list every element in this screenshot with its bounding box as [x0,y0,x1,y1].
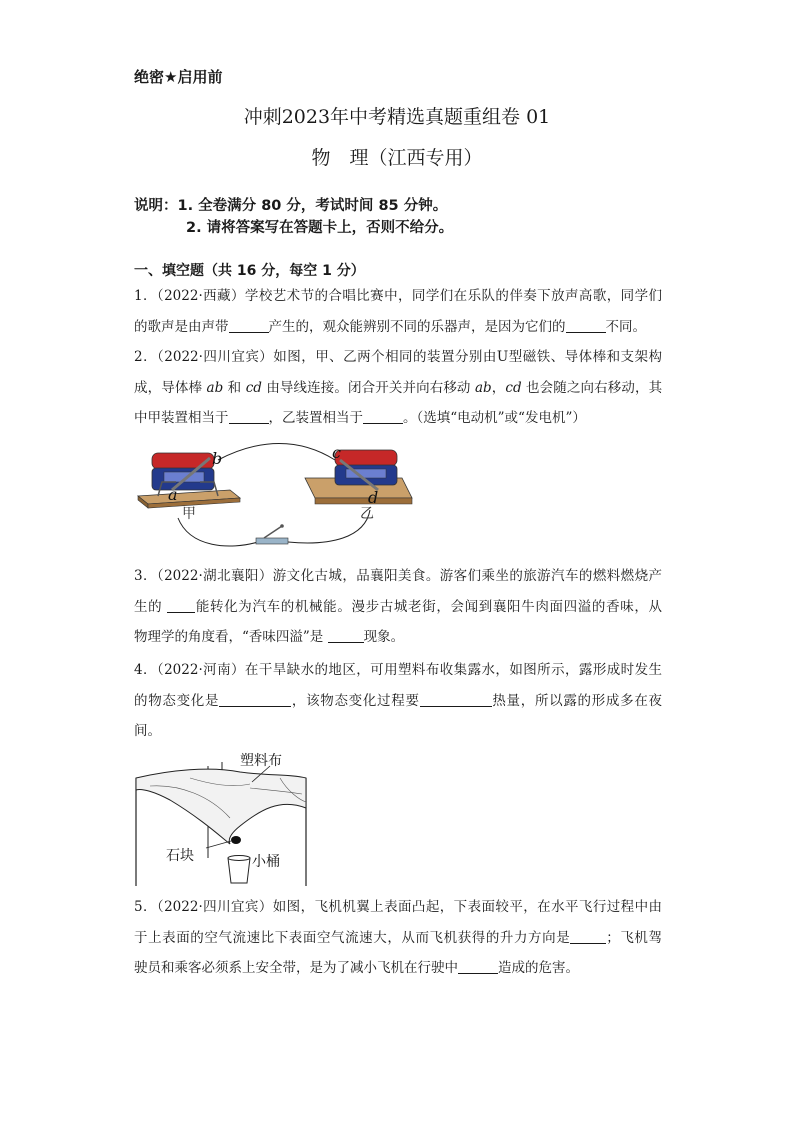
device-left [138,449,240,522]
answer-blank[interactable] [328,628,364,643]
question-4 [134,655,662,747]
answer-blank[interactable] [458,959,498,974]
label-a: a [168,485,178,504]
question-3-line-2: 生的 能转化为汽车的机械能。漫步古城老街，会闻到襄阳牛肉面四溢的香味，从 [134,598,663,615]
stone [231,836,241,844]
question-3-line-3: 物理学的角度看，“香味四溢”是 现象。 [134,629,405,645]
question-5-line-3: 驶员和乘客必须系上安全带，是为了减小飞机在行驶中 造成的危害。 [134,960,579,976]
answer-blank[interactable] [229,409,269,424]
answer-blank[interactable] [167,598,195,613]
plastic-sheet-label: 塑料布 [240,753,282,769]
switch-icon [256,524,288,544]
exam-title: 冲刺2023年中考精选真题重组卷 01 [243,106,551,128]
question-2-line-2: 成，导体棒 ab 和 cd 由导线连接。闭合开关并向右移动 ab，cd 也会随之向右移动，其 [134,379,663,396]
question-2 [134,342,662,434]
answer-blank[interactable] [420,692,492,707]
exam-subtitle: 物 理（江西专用） [311,147,483,169]
question-5-line-1: 5．（2022·四川宜宾）如图，飞机机翼上表面凸起，下表面较平，在水平飞行过程中由 [134,899,662,915]
instruction-line-2: 2. 请将答案写在答题卡上，否则不给分。 [186,220,454,236]
wire-left [178,518,258,546]
wire-right [288,510,370,543]
question-5-line-2: 于上表面的空气流速比下表面空气流速大，从而飞机获得的升力方向是 ；飞机驾 [134,929,663,946]
instruction-line-1: 说明：1. 全卷满分 80 分，考试时间 85 分钟。 [134,198,448,214]
wire-top [218,444,335,461]
answer-blank[interactable] [219,692,291,707]
question-3-line-1: 3．（2022·湖北襄阳）游文化古城，品襄阳美食。游客们乘坐的旅游汽车的燃料燃烧产 [134,568,662,584]
question-2-line-3: 中甲装置相当于 ，乙装置相当于 。（选填“电动机”或“发电机”） [134,410,586,426]
question-3 [134,561,662,653]
section-heading-fill-blank: 一、填空题（共 16 分，每空 1 分） [134,263,365,279]
bucket-label: 小桶 [252,854,280,870]
question-1-line-2: 的歌声是由声带 产生的，观众能辨别不同的乐器声，是因为它们的 不同。 [134,318,646,335]
confidential-label: 绝密★启用前 [134,68,223,86]
label-jia: 甲 [182,506,196,522]
stone-label: 石块 [166,848,194,864]
label-yi: 乙 [360,506,374,522]
question-4-line-3: 间。 [134,723,161,739]
question-2-line-1: 2．（2022·四川宜宾）如图，甲、乙两个相同的装置分别由U型磁铁、导体棒和支架构 [134,349,662,365]
dew-collection-figure [130,748,320,890]
label-d: d [368,488,379,507]
question-1-line-1: 1．（2022·西藏）学校艺术节的合唱比赛中，同学们在乐队的伴奏下放声高歌，同学们 [134,288,662,304]
answer-blank[interactable] [566,318,606,333]
answer-blank[interactable] [570,929,606,944]
question-5 [134,892,662,984]
label-b: b [212,449,223,468]
device-right [305,443,412,522]
generator-motor-figure [130,438,430,553]
question-4-line-2: 的物态变化是 ，该物态变化过程要 热量，所以露的形成多在夜 [134,692,663,709]
answer-blank[interactable] [229,318,269,333]
question-1 [134,281,662,342]
answer-blank[interactable] [363,409,403,424]
bucket [228,858,250,883]
question-4-line-1: 4．（2022·河南）在干旱缺水的地区，可用塑料布收集露水，如图所示，露形成时发生 [134,662,662,678]
label-c: c [332,443,341,462]
